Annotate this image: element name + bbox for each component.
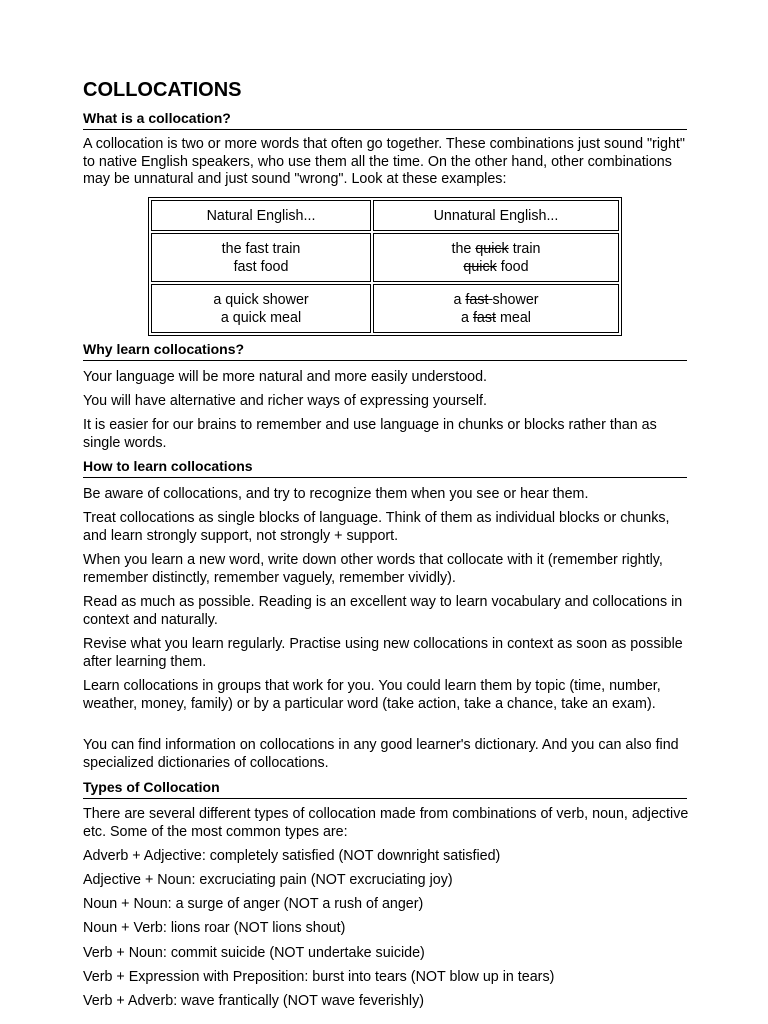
why-point: It is easier for our brains to remember and use language in chunks or blocks rather than as single words. [83, 417, 657, 451]
unnatural-cell [373, 284, 619, 333]
struck-word: quick [475, 240, 509, 257]
natural-cell [151, 284, 371, 333]
unnatural-phrase: quick food [463, 258, 529, 275]
how-point: When you learn a new word, write down other words that collocate with it (remember rightly, remember distinctly, remember vaguely, remember vividly). [83, 552, 663, 586]
unnatural-cell [373, 233, 619, 282]
how-point: Be aware of collocations, and try to recognize them when you see or hear them. [83, 486, 589, 502]
how-point: You can find information on collocations in any good learner's dictionary. And you can also find specialized dictionaries of collocations. [83, 737, 679, 771]
how-point: Read as much as possible. Reading is an excellent way to learn vocabulary and collocations in context and naturally. [83, 594, 683, 628]
natural-phrase: a quick meal [220, 309, 302, 326]
table-row [151, 284, 619, 333]
section-heading-how: How to learn collocations [83, 458, 687, 478]
natural-cell [151, 233, 371, 282]
section-heading-what: What is a collocation? [83, 110, 687, 130]
header-natural: Natural English... [151, 200, 371, 231]
how-point: Revise what you learn regularly. Practise using new collocations in context as soon as possible after learning them. [83, 636, 683, 670]
comparison-table [148, 197, 622, 336]
types-item: Noun + Verb: lions roar (NOT lions shout) [83, 920, 346, 936]
header-unnatural: Unnatural English... [373, 200, 619, 231]
section-heading-why: Why learn collocations? [83, 341, 687, 361]
table-row [151, 233, 619, 282]
unnatural-phrase: a fast meal [461, 309, 531, 326]
how-point: Treat collocations as single blocks of language. Think of them as individual blocks or chunks, and learn strongly support, not strongly + support. [83, 510, 670, 544]
struck-word: fast [465, 291, 493, 308]
types-item: Verb + Adverb: wave frantically (NOT wave feverishly) [83, 993, 425, 1009]
types-intro: There are several different types of collocation made from combinations of verb, noun, adjective etc. Some of the most common types are: [83, 806, 689, 840]
unnatural-phrase: the quick train [451, 240, 541, 257]
types-item: Adverb + Adjective: completely satisfied (NOT downright satisfied) [83, 848, 501, 864]
page-title: COLLOCATIONS [83, 79, 242, 101]
why-point: Your language will be more natural and more easily understood. [83, 369, 488, 385]
table-header-row [151, 200, 619, 231]
types-item: Adjective + Noun: excruciating pain (NOT excruciating joy) [83, 872, 453, 888]
natural-phrase: a quick shower [213, 291, 309, 308]
how-point: Learn collocations in groups that work for you. You could learn them by topic (time, number, weather, money, family) or by a particular word (take action, take a chance, take an exam). [83, 678, 661, 712]
types-item: Verb + Expression with Preposition: burst into tears (NOT blow up in tears) [83, 969, 555, 985]
intro-paragraph: A collocation is two or more words that often go together. These combinations just sound "right" to native English speakers, who use them all the time. On the other hand, other combinations may be unnatural and just sound "wrong". Look at these examples: [83, 136, 685, 187]
section-heading-types: Types of Collocation [83, 779, 687, 799]
struck-word: quick [463, 258, 497, 275]
natural-phrase: the fast train [221, 240, 301, 257]
why-point: You will have alternative and richer ways of expressing yourself. [83, 393, 487, 409]
natural-phrase: fast food [233, 258, 289, 275]
types-item: Noun + Noun: a surge of anger (NOT a rush of anger) [83, 896, 424, 912]
struck-word: fast [472, 309, 496, 326]
types-item: Verb + Noun: commit suicide (NOT undertake suicide) [83, 945, 425, 961]
unnatural-phrase: a fast shower [453, 291, 539, 308]
